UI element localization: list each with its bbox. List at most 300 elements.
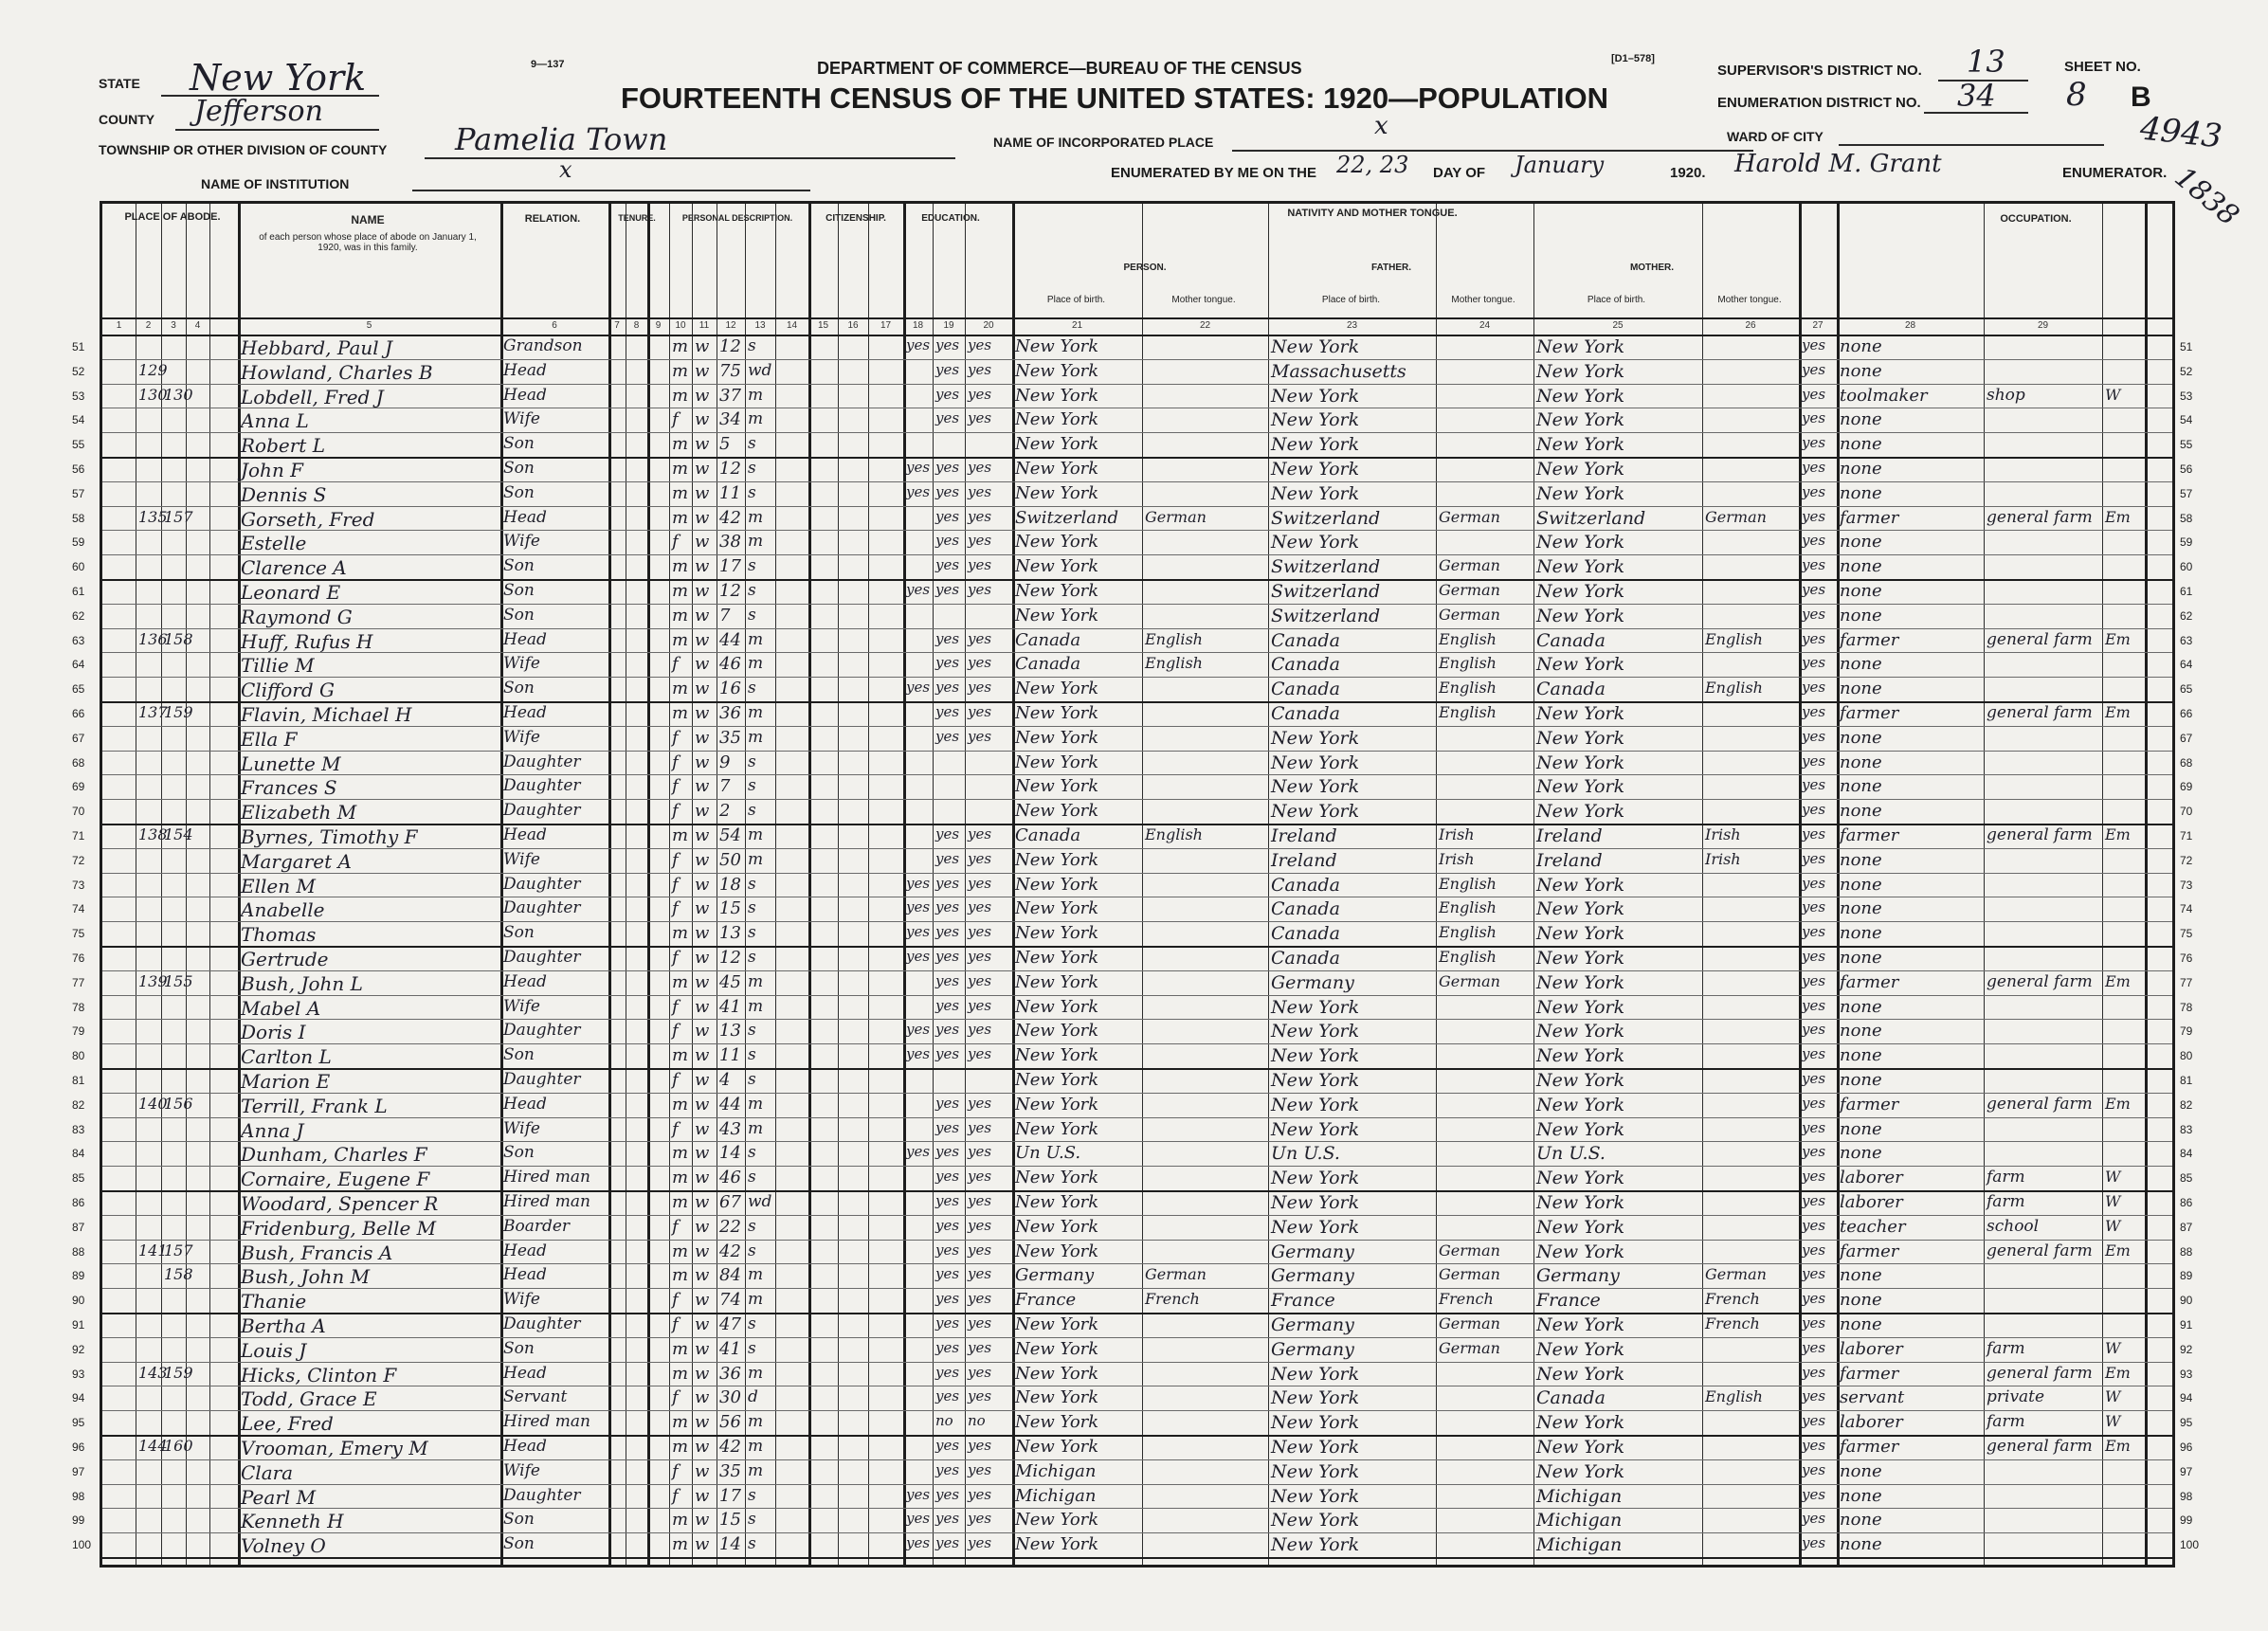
cell-write: yes [968, 1094, 992, 1112]
cell-f-birth: New York [1271, 1437, 1360, 1458]
cell-relation: Daughter [503, 752, 581, 771]
sheet-letter: B [2131, 82, 2151, 113]
cell-birth: New York [1015, 1021, 1099, 1042]
cell-marital: m [748, 727, 764, 747]
cell-read: yes [935, 1485, 960, 1503]
cell-write: yes [968, 948, 992, 965]
line-number: 91 [2180, 1318, 2193, 1332]
cell-f-birth: Germany [1271, 1241, 1354, 1262]
cell-f-birth: New York [1271, 1168, 1360, 1189]
cell-m-birth: New York [1536, 360, 1625, 382]
cell-sex: f [672, 1118, 679, 1139]
cell-industry: general farm [1987, 629, 2093, 649]
column-number: 10 [675, 320, 686, 331]
cell-occupation: none [1840, 581, 1882, 601]
cell-english: yes [1802, 1094, 1826, 1112]
cell-age: 44 [719, 1094, 741, 1115]
cell-race: w [695, 556, 710, 577]
cell-m-birth: New York [1536, 1094, 1625, 1115]
ward-label: WARD OF CITY [1727, 129, 1823, 144]
line-number: 81 [2180, 1074, 2193, 1087]
cell-name: Cornaire, Eugene F [241, 1168, 430, 1191]
cell-english: yes [1802, 1338, 1826, 1356]
line-number: 59 [2180, 535, 2193, 550]
cell-read: no [935, 1412, 953, 1430]
cell-sex: m [672, 703, 689, 723]
line-number: 96 [72, 1441, 85, 1454]
line-number: 76 [72, 951, 85, 965]
line-number: 78 [72, 1000, 85, 1014]
cell-age: 41 [719, 1338, 741, 1359]
cell-relation: Son [503, 679, 535, 698]
line-number: 65 [2180, 682, 2193, 697]
cell-age: 30 [719, 1387, 741, 1408]
line-number: 72 [2180, 853, 2193, 867]
cell-birth: New York [1015, 1412, 1099, 1433]
line-number: 58 [72, 511, 85, 525]
cell-sex: f [672, 801, 679, 822]
cell-f-birth: Ireland [1271, 849, 1337, 871]
cell-write: yes [968, 996, 992, 1014]
cell-industry: shop [1987, 385, 2025, 405]
cell-birth: New York [1015, 385, 1099, 406]
line-number: 78 [2180, 1000, 2193, 1014]
cell-marital: s [748, 336, 756, 355]
cell-f-tongue: English [1439, 898, 1497, 917]
cell-sex: m [672, 971, 689, 992]
cell-f-birth: New York [1271, 336, 1360, 357]
cell-name: Lunette M [241, 752, 341, 775]
cell-age: 42 [719, 1437, 741, 1457]
cell-read: yes [935, 1437, 960, 1454]
cell-school: yes [906, 948, 931, 965]
cell-birth: New York [1015, 948, 1099, 968]
cell-english: yes [1802, 1387, 1826, 1405]
cell-name: Robert L [241, 434, 325, 458]
cell-relation: Daughter [503, 1070, 581, 1089]
cell-f-birth: France [1271, 1290, 1335, 1312]
cell-name: Thomas [241, 923, 317, 947]
cell-age: 34 [719, 409, 741, 430]
line-number: 81 [72, 1074, 85, 1087]
cell-f-tongue: English [1439, 679, 1497, 698]
cell-industry: general farm [1987, 703, 2093, 722]
line-number: 68 [72, 755, 85, 770]
cell-age: 74 [719, 1290, 741, 1311]
cell-sex: m [672, 459, 689, 479]
cell-occupation: none [1840, 459, 1882, 479]
cell-occupation: farmer [1840, 1241, 1899, 1261]
cell-family: 159 [164, 1363, 193, 1382]
cell-dwelling: 140 [138, 1094, 168, 1113]
cell-english: yes [1802, 1363, 1826, 1381]
cell-race: w [695, 532, 710, 553]
cell-english: yes [1802, 1290, 1826, 1308]
cell-marital: s [748, 923, 756, 943]
cell-m-birth: New York [1536, 1241, 1625, 1262]
line-number: 92 [2180, 1342, 2193, 1356]
cell-age: 9 [719, 752, 731, 772]
cell-m-birth: New York [1536, 971, 1625, 993]
cell-relation: Head [503, 507, 547, 527]
cell-m-birth: New York [1536, 923, 1625, 945]
cell-birth: New York [1015, 1534, 1099, 1555]
cell-read: yes [935, 1192, 960, 1209]
cell-name: Dennis S [241, 482, 327, 506]
cell-f-birth: Canada [1271, 874, 1340, 896]
cell-marital: s [748, 874, 756, 894]
cell-m-birth: New York [1536, 1460, 1625, 1482]
cell-race: w [695, 727, 710, 748]
cell-name: Gertrude [241, 948, 329, 970]
cell-occupation: none [1840, 801, 1882, 822]
cell-dwelling: 135 [138, 507, 168, 526]
line-number: 56 [2180, 462, 2193, 476]
cell-industry: general farm [1987, 1363, 2093, 1383]
cell-english: yes [1802, 1412, 1826, 1430]
cell-class: W [2105, 1387, 2121, 1406]
cell-name: Anna J [241, 1118, 304, 1142]
cell-name: Gorseth, Fred [241, 507, 375, 531]
cell-marital: m [748, 654, 764, 674]
cell-sex: m [672, 1265, 689, 1286]
cell-sex: m [672, 434, 689, 455]
line-number: 70 [72, 805, 85, 819]
cell-marital: s [748, 1070, 756, 1089]
cell-industry: general farm [1987, 1437, 2093, 1456]
cell-read: yes [935, 1118, 960, 1136]
cell-write: yes [968, 1168, 992, 1186]
cell-f-birth: New York [1271, 434, 1360, 456]
cell-age: 42 [719, 1241, 741, 1261]
cell-english: yes [1802, 776, 1826, 794]
cell-birth: New York [1015, 752, 1099, 772]
cell-birth: New York [1015, 1094, 1099, 1115]
cell-write: yes [968, 507, 992, 525]
cell-read: yes [935, 1216, 960, 1234]
enumerated-label: ENUMERATED BY ME ON THE [1111, 165, 1316, 181]
cell-marital: m [748, 1460, 764, 1480]
cell-occupation: farmer [1840, 1363, 1899, 1384]
cell-birth: New York [1015, 605, 1099, 625]
cell-name: Ella F [241, 727, 298, 751]
line-number: 87 [2180, 1220, 2193, 1234]
cell-marital: s [748, 1143, 756, 1163]
cell-f-birth: Massachusetts [1271, 360, 1406, 382]
cell-sex: m [672, 605, 689, 625]
cell-read: yes [935, 874, 960, 892]
cell-birth: New York [1015, 1118, 1099, 1139]
cell-age: 7 [719, 605, 731, 625]
cell-occupation: none [1840, 679, 1882, 699]
cell-relation: Grandson [503, 336, 583, 355]
cell-name: Bertha A [241, 1314, 326, 1337]
cell-read: yes [935, 1094, 960, 1112]
cell-english: yes [1802, 336, 1826, 353]
cell-occupation: none [1840, 556, 1882, 577]
cell-english: yes [1802, 948, 1826, 965]
incorporated-line [1232, 150, 1753, 152]
cell-birth: New York [1015, 1338, 1099, 1359]
cell-occupation: none [1840, 727, 1882, 748]
cell-sex: f [672, 1314, 679, 1334]
cell-name: Hicks, Clinton F [241, 1363, 397, 1386]
cell-school: yes [906, 1485, 931, 1503]
cell-m-birth: New York [1536, 434, 1625, 456]
cell-dwelling: 143 [138, 1363, 168, 1382]
supervisor-value: 13 [1967, 44, 2005, 80]
cell-english: yes [1802, 556, 1826, 574]
cell-race: w [695, 971, 710, 992]
cell-class: Em [2105, 971, 2131, 990]
cell-school: yes [906, 1021, 931, 1039]
cell-m-birth: Switzerland [1536, 507, 1646, 529]
line-number: 58 [2180, 511, 2193, 525]
cell-f-birth: New York [1271, 727, 1360, 749]
cell-race: w [695, 1045, 710, 1066]
cell-dwelling: 139 [138, 971, 168, 990]
county-value: Jefferson [194, 95, 323, 128]
line-number: 83 [72, 1122, 85, 1136]
cell-age: 18 [719, 874, 741, 895]
cell-read: yes [935, 409, 960, 427]
cell-f-tongue: English [1439, 703, 1497, 721]
line-number: 77 [72, 975, 85, 989]
cell-occupation: laborer [1840, 1168, 1903, 1188]
column-number: 5 [366, 320, 372, 331]
cell-read: yes [935, 581, 960, 598]
cell-sex: m [672, 629, 689, 650]
cell-relation: Head [503, 360, 547, 380]
cell-race: w [695, 1534, 710, 1555]
cell-birth: Canada [1015, 654, 1081, 675]
col-relation: RELATION. [524, 213, 581, 225]
cell-english: yes [1802, 581, 1826, 598]
cell-sex: m [672, 1338, 689, 1359]
cell-relation: Daughter [503, 874, 581, 894]
cell-relation: Head [503, 1437, 547, 1456]
cell-race: w [695, 1363, 710, 1384]
column-number: 8 [633, 320, 640, 331]
cell-f-tongue: English [1439, 874, 1497, 893]
cell-m-birth: New York [1536, 1363, 1625, 1385]
cell-m-tongue: French [1705, 1314, 1760, 1332]
cell-name: Volney O [241, 1534, 326, 1558]
line-number: 83 [2180, 1122, 2193, 1136]
cell-race: w [695, 703, 710, 723]
cell-sex: f [672, 849, 679, 870]
census-table [72, 201, 2200, 1568]
cell-sex: f [672, 1485, 679, 1506]
cell-m-tongue: French [1705, 1290, 1760, 1309]
cell-relation: Daughter [503, 948, 581, 967]
cell-m-birth: New York [1536, 1118, 1625, 1140]
line-number: 54 [2180, 413, 2193, 427]
cell-birth: New York [1015, 996, 1099, 1017]
cell-sex: m [672, 1192, 689, 1212]
line-number: 77 [2180, 975, 2193, 989]
cell-industry: general farm [1987, 825, 2093, 844]
cell-race: w [695, 1216, 710, 1237]
cell-english: yes [1802, 1168, 1826, 1186]
cell-marital: s [748, 752, 756, 771]
cell-family: 160 [164, 1437, 193, 1455]
cell-birth: New York [1015, 1192, 1099, 1212]
cell-english: yes [1802, 654, 1826, 672]
cell-family: 159 [164, 703, 193, 721]
cell-marital: wd [748, 1192, 772, 1211]
cell-f-birth: New York [1271, 1510, 1360, 1531]
cell-f-birth: New York [1271, 459, 1360, 480]
cell-name: Lobdell, Fred J [241, 385, 384, 408]
column-number: 21 [1071, 320, 1083, 331]
cell-m-tongue: Irish [1705, 849, 1741, 868]
cell-birth: New York [1015, 409, 1099, 430]
cell-relation: Daughter [503, 1485, 581, 1505]
cell-birth: New York [1015, 434, 1099, 455]
cell-m-birth: New York [1536, 996, 1625, 1018]
column-number: 14 [786, 320, 798, 331]
cell-write: yes [968, 1216, 992, 1234]
column-number: 9 [655, 320, 662, 331]
cell-age: 46 [719, 654, 741, 675]
cell-relation: Wife [503, 409, 540, 429]
cell-birth: New York [1015, 360, 1099, 381]
cell-write: yes [968, 898, 992, 916]
col-mother-birth: Place of birth. [1587, 295, 1646, 305]
cell-f-birth: New York [1271, 1412, 1360, 1434]
cell-industry: general farm [1987, 1094, 2093, 1114]
cell-name: Anna L [241, 409, 309, 433]
cell-f-birth: Canada [1271, 629, 1340, 651]
cell-age: 7 [719, 776, 731, 797]
col-education: EDUCATION. [921, 213, 980, 224]
cell-birth: New York [1015, 482, 1099, 503]
line-number: 69 [72, 780, 85, 794]
cell-birth: Germany [1015, 1265, 1095, 1286]
cell-marital: s [748, 434, 756, 454]
column-number: 4 [194, 320, 201, 331]
cell-english: yes [1802, 1118, 1826, 1136]
line-number: 64 [2180, 658, 2193, 672]
cell-occupation: none [1840, 776, 1882, 797]
cell-occupation: none [1840, 849, 1882, 870]
cell-read: yes [935, 1143, 960, 1161]
cell-f-birth: Canada [1271, 923, 1340, 945]
county-line [175, 129, 379, 131]
cell-age: 17 [719, 556, 741, 577]
cell-class: Em [2105, 703, 2131, 721]
cell-class: Em [2105, 629, 2131, 648]
cell-f-tongue: French [1439, 1290, 1494, 1309]
cell-race: w [695, 409, 710, 430]
cell-name: Clifford G [241, 679, 336, 702]
cell-f-tongue: English [1439, 629, 1497, 648]
cell-race: w [695, 1510, 710, 1531]
column-number: 16 [847, 320, 859, 331]
cell-m-birth: Michigan [1536, 1510, 1623, 1531]
column-number: 22 [1199, 320, 1211, 331]
cell-relation: Wife [503, 727, 540, 747]
cell-english: yes [1802, 971, 1826, 989]
cell-write: yes [968, 1143, 992, 1161]
cell-write: yes [968, 654, 992, 672]
line-number: 94 [72, 1391, 85, 1405]
cell-occupation: teacher [1840, 1216, 1906, 1237]
cell-birth: New York [1015, 1363, 1099, 1384]
cell-m-birth: New York [1536, 532, 1625, 553]
line-number: 55 [72, 438, 85, 452]
cell-age: 14 [719, 1143, 741, 1164]
cell-read: yes [935, 1045, 960, 1063]
cell-race: w [695, 629, 710, 650]
cell-m-birth: New York [1536, 409, 1625, 431]
state-label: STATE [99, 76, 140, 91]
cell-marital: m [748, 385, 764, 405]
line-number: 69 [2180, 780, 2193, 794]
line-number: 66 [72, 707, 85, 720]
line-number: 65 [72, 682, 85, 697]
cell-write: yes [968, 825, 992, 843]
cell-marital: m [748, 996, 764, 1016]
cell-f-birth: New York [1271, 1021, 1360, 1042]
cell-relation: Son [503, 434, 535, 454]
cell-family: 154 [164, 825, 193, 843]
cell-birth: New York [1015, 776, 1099, 797]
cell-read: yes [935, 629, 960, 647]
cell-write: yes [968, 581, 992, 598]
cell-write: yes [968, 971, 992, 989]
line-number: 99 [72, 1513, 85, 1528]
line-number: 87 [72, 1220, 85, 1234]
line-number: 90 [72, 1294, 85, 1308]
line-number: 84 [72, 1147, 85, 1161]
cell-write: yes [968, 1437, 992, 1454]
cell-occupation: none [1840, 605, 1882, 625]
cell-m-birth: New York [1536, 801, 1625, 823]
cell-write: no [968, 1412, 986, 1430]
cell-occupation: farmer [1840, 703, 1899, 723]
enumerator-value: Harold M. Grant [1734, 150, 1942, 178]
cell-relation: Son [503, 605, 535, 625]
cell-read: yes [935, 654, 960, 672]
cell-marital: m [748, 1094, 764, 1114]
cell-write: yes [968, 360, 992, 378]
cell-relation: Head [503, 629, 547, 649]
cell-age: 13 [719, 1021, 741, 1042]
cell-english: yes [1802, 507, 1826, 525]
cell-m-birth: New York [1536, 703, 1625, 724]
column-number: 28 [1904, 320, 1916, 331]
cell-english: yes [1802, 1265, 1826, 1283]
cell-age: 67 [719, 1192, 741, 1212]
cell-age: 12 [719, 948, 741, 968]
line-number: 95 [2180, 1416, 2193, 1430]
col-personal: PERSONAL DESCRIPTION. [681, 213, 793, 223]
cell-race: w [695, 1143, 710, 1164]
cell-relation: Wife [503, 1290, 540, 1310]
cell-write: yes [968, 1485, 992, 1503]
incorporated-value: x [1374, 112, 1388, 140]
cell-marital: s [748, 1534, 756, 1554]
cell-age: 15 [719, 1510, 741, 1531]
cell-write: yes [968, 385, 992, 403]
cell-birth: New York [1015, 556, 1099, 577]
cell-class: Em [2105, 1094, 2131, 1113]
cell-sex: m [672, 1241, 689, 1261]
cell-age: 4 [719, 1070, 731, 1090]
form-id: [D1–578] [1611, 53, 1655, 64]
